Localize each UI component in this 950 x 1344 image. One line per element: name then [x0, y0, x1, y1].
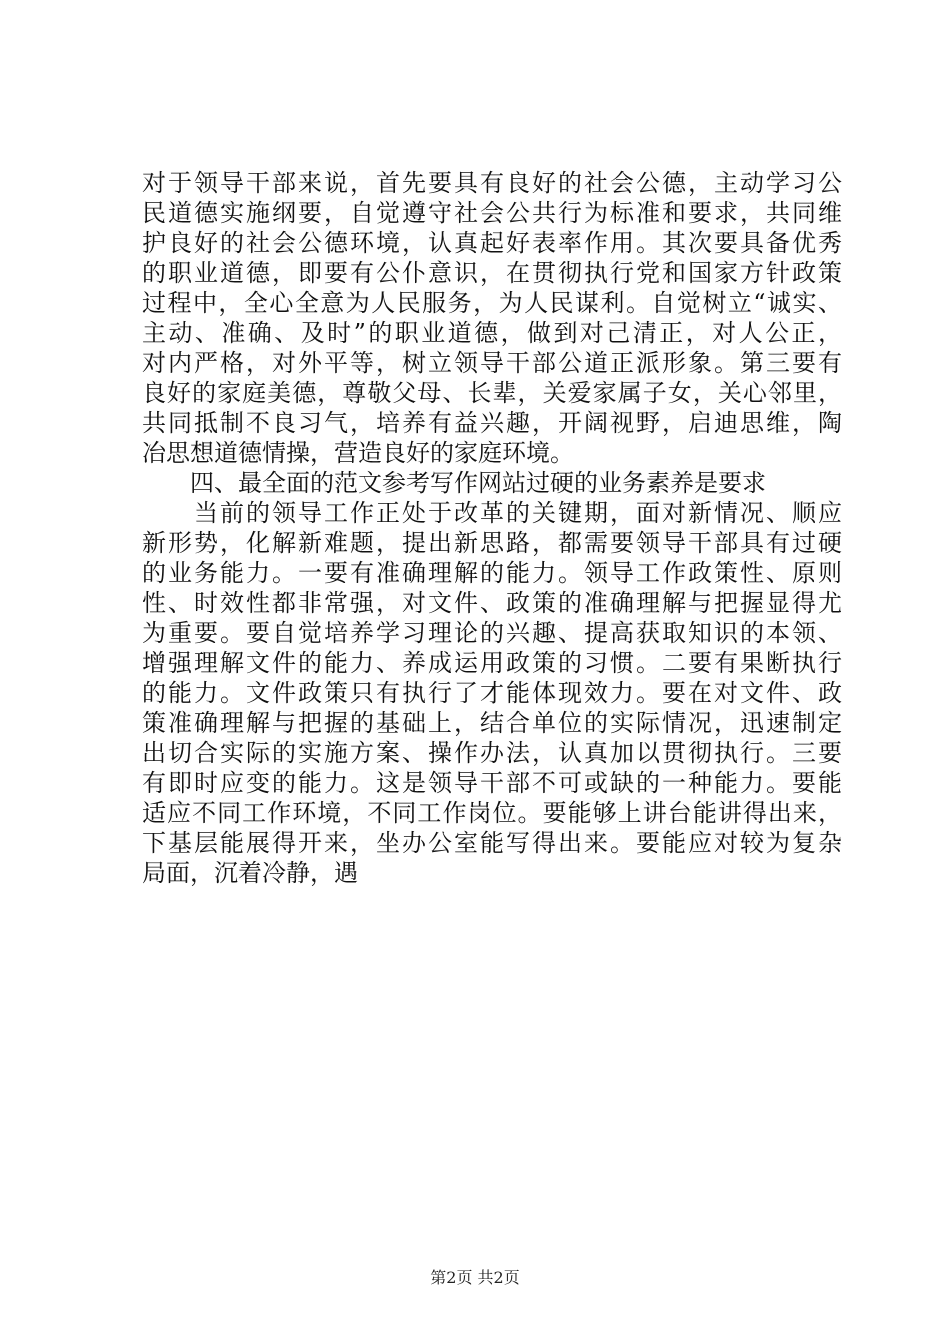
text-line: 性、时效性都非常强，对文件、政策的准确理解与把握显得尤 [142, 589, 842, 617]
text-line: 主动、准确、及时”的职业道德，做到对己清正，对人公正， [142, 319, 842, 347]
text-line: 良好的家庭美德，尊敬父母、长辈，关爱家属子女，关心邻里， [142, 379, 842, 407]
text-line: 新形势，化解新难题，提出新思路，都需要领导干部具有过硬 [142, 529, 842, 557]
text-line: 对内严格，对外平等，树立领导干部公道正派形象。第三要有 [142, 349, 842, 377]
text-line: 出切合实际的实施方案、操作办法，认真加以贯彻执行。三要 [142, 739, 842, 767]
text-line: 共同抵制不良习气，培养有益兴趣，开阔视野，启迪思维，陶 [142, 409, 842, 437]
body-text [142, 168, 842, 888]
section-heading: 四、最全面的范文参考写作网站过硬的业务素养是要求 [142, 469, 766, 497]
text-line: 过程中，全心全意为人民服务，为人民谋利。自觉树立“诚实、 [142, 289, 842, 317]
text-line: 适应不同工作环境，不同工作岗位。要能够上讲台能讲得出来， [142, 799, 842, 827]
text-line: 冶思想道德情操，营造良好的家庭环境。 [142, 439, 574, 467]
text-line: 的职业道德，即要有公仆意识，在贯彻执行党和国家方针政策 [142, 259, 842, 287]
text-line: 局面，沉着冷静，遇 [142, 859, 358, 887]
text-line: 的能力。文件政策只有执行了才能体现效力。要在对文件、政 [142, 679, 842, 707]
text-line: 护良好的社会公德环境，认真起好表率作用。其次要具备优秀 [142, 229, 842, 257]
text-line: 的业务能力。一要有准确理解的能力。领导工作政策性、原则 [142, 559, 842, 587]
text-line: 有即时应变的能力。这是领导干部不可或缺的一种能力。要能 [142, 769, 842, 797]
text-line: 当前的领导工作正处于改革的关键期，面对新情况、顺应 [142, 499, 842, 527]
page-footer: 第2页 共2页 [430, 1268, 520, 1287]
text-line: 下基层能展得开来，坐办公室能写得出来。要能应对较为复杂 [142, 829, 842, 857]
text-line: 民道德实施纲要，自觉遵守社会公共行为标准和要求，共同维 [142, 199, 842, 227]
text-line: 对于领导干部来说，首先要具有良好的社会公德，主动学习公 [142, 169, 842, 197]
text-line: 增强理解文件的能力、养成运用政策的习惯。二要有果断执行 [142, 649, 842, 677]
text-line: 策准确理解与把握的基础上，结合单位的实际情况，迅速制定 [142, 709, 842, 737]
text-line: 为重要。要自觉培养学习理论的兴趣、提高获取知识的本领、 [142, 619, 842, 647]
